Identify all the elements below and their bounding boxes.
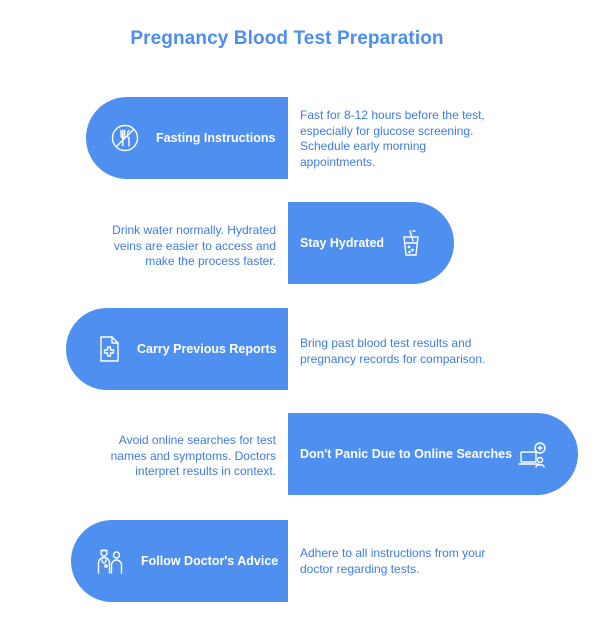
- step-label: Follow Doctor's Advice: [141, 554, 279, 568]
- online-search-icon: [518, 439, 548, 469]
- medical-report-icon: [94, 334, 124, 364]
- step-label: Stay Hydrated: [300, 236, 385, 250]
- step-label: Don't Panic Due to Online Searches: [300, 447, 513, 461]
- step-description: Drink water normally. Hydrated veins are easier to access and make the process faster.: [112, 223, 276, 268]
- step-description: Fast for 8-12 hours before the test, especially for glucose screening. Schedule early morning appointments.: [300, 108, 485, 169]
- doctor-patient-icon: [95, 546, 125, 576]
- step-pill: [288, 413, 578, 495]
- step-description: Bring past blood test results and pregnancy records for comparison.: [300, 336, 486, 366]
- page-title: Pregnancy Blood Test Preparation: [130, 28, 444, 49]
- no-eating-icon: [110, 123, 140, 153]
- step-pill: [86, 97, 288, 179]
- water-glass-icon: [396, 228, 426, 258]
- step-label: Carry Previous Reports: [137, 342, 277, 356]
- step-pill: [71, 520, 288, 602]
- step-description: Avoid online searches for test names and symptoms. Doctors interpret results in context.: [110, 433, 276, 478]
- step-pill: [66, 308, 288, 390]
- step-description: Adhere to all instructions from your doctor regarding tests.: [300, 546, 486, 576]
- step-label: Fasting Instructions: [156, 131, 276, 145]
- step-pill: [288, 202, 454, 284]
